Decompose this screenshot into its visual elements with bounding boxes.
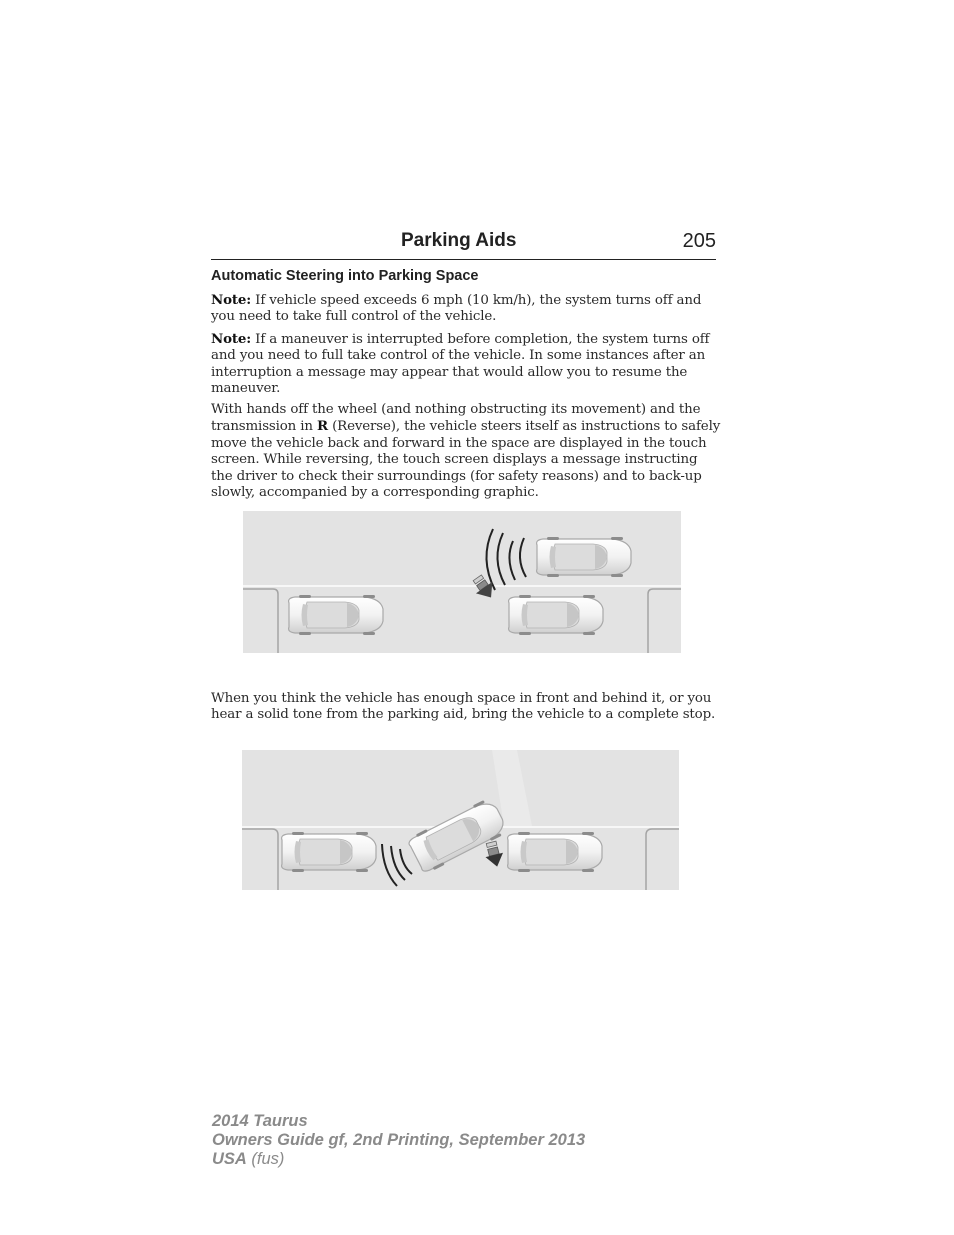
gear-r: R — [316, 418, 328, 435]
sensor-waves-icon — [486, 529, 526, 590]
car-parked-front — [508, 832, 602, 872]
footer-region: USA (fus) — [212, 1150, 285, 1168]
footer-guide-edition: Owners Guide gf, 2nd Printing, September 2013 — [212, 1131, 586, 1149]
car-parked-rear — [282, 832, 376, 872]
note-interrupted — [211, 331, 721, 398]
note-label: Note: — [211, 292, 252, 308]
page-number: 205 — [682, 230, 716, 252]
paragraph-hands-off: With hands off the wheel (and nothing obstructing its movement) and the transmission in R (Reverse), the vehicle steers itself as instructions to safely move the vehicle back and forward in the space are displayed in the touch screen. While reversing, the touch screen displays a message instructing the driver to check their surroundings (for safety reasons) and to back-up slowly, accompanied by a corresponding graphic. — [211, 402, 721, 501]
note-text: If vehicle speed exceeds 6 mph (10 km/h), the system turns off and you need to take full control of the vehicle. — [211, 293, 702, 325]
parking-illustration-stop — [242, 750, 679, 890]
note-text: If a maneuver is interrupted before completion, the system turns off and you need to full take control of the vehicle. In some instances after an interruption a message may appear that would allow you to resume the maneuver. — [211, 332, 710, 397]
car-parked-rear — [289, 595, 383, 635]
car-parked-front — [509, 595, 603, 635]
note-speed — [211, 292, 721, 326]
paragraph-stop: When you think the vehicle has enough space in front and behind it, or you hear a solid tone from the parking aid, bring the vehicle to a complete stop. — [211, 691, 716, 723]
forward-arrow-icon — [482, 840, 506, 869]
parking-illustration-reverse — [243, 511, 681, 653]
footer — [212, 1112, 585, 1169]
note-label: Note: — [211, 331, 252, 347]
section-title: Parking Aids — [401, 230, 517, 251]
car-moving — [537, 537, 631, 577]
page-header — [211, 228, 716, 260]
footer-model: 2014 Taurus — [212, 1112, 308, 1130]
sensor-waves-icon — [382, 844, 412, 886]
subheading: Automatic Steering into Parking Space — [211, 268, 479, 284]
